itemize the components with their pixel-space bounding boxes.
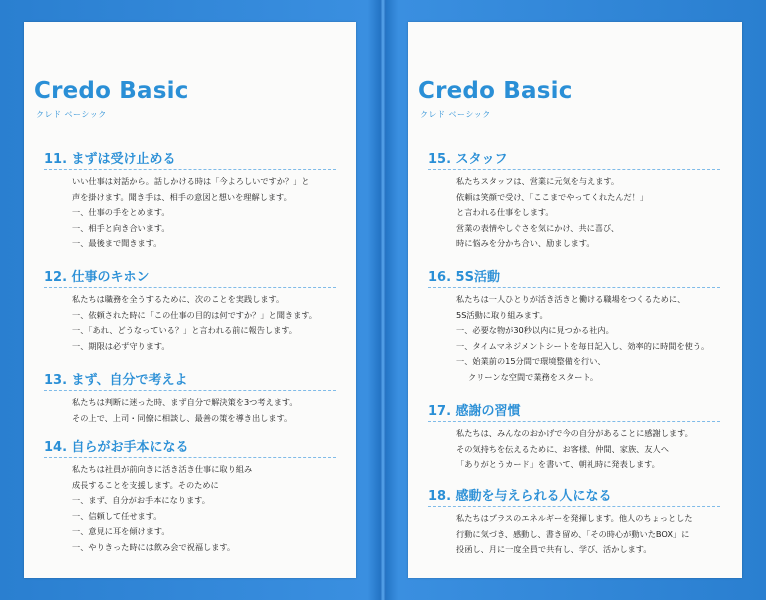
section-heading: 12. 仕事のキホン <box>44 266 336 288</box>
section-line: 一、相手と向き合います。 <box>72 222 170 233</box>
section-line: 時に悩みを分かち合い、励まします。 <box>456 238 595 249</box>
page-title: Credo Basic <box>418 78 573 104</box>
section-line: 私たちは、みんなのおかげで今の自分があることに感謝します。 <box>456 428 693 438</box>
section-line: 依頼は笑顔で受け、「ここまでやってくれたんだ！」 <box>456 191 649 202</box>
section-line: 一、始業前の15分間で環境整備を行い、 <box>456 356 606 367</box>
section-heading: 18. 感動を与えられる人になる <box>428 485 720 507</box>
section-heading: 17. 感謝の習慣 <box>428 400 720 422</box>
section-line: 一、信頼して任せます。 <box>72 510 162 521</box>
section-heading: 15. スタッフ <box>428 148 720 170</box>
section-line: 声を掛けます。聞き手は、相手の意図と想いを理解します。 <box>72 191 292 202</box>
section-line: 一、必要な物が30秒以内に見つかる社内。 <box>456 325 614 336</box>
section-line: と言われる仕事をします。 <box>456 207 554 218</box>
section-line: 5S活動に取り組みます。 <box>456 309 548 320</box>
credo-section-14 <box>44 436 336 556</box>
section-line: 一、最後まで聞きます。 <box>72 238 162 249</box>
credo-section-18 <box>428 485 720 558</box>
section-line: 「ありがとうカード」を書いて、朝礼時に発表します。 <box>456 459 660 470</box>
section-line: 私たちスタッフは、営業に元気を与えます。 <box>456 176 620 186</box>
page-subtitle: クレド ベーシック <box>420 110 491 119</box>
section-line: 一、依頼された時に「この仕事の目的は何ですか？」と聞きます。 <box>72 309 317 320</box>
section-line: 私たちは一人ひとりが活き活きと働ける職場をつくるために、 <box>456 294 686 304</box>
section-line: 一、まず、自分がお手本になります。 <box>72 495 210 506</box>
section-line: 一、仕事の手をとめます。 <box>72 207 170 218</box>
right-page <box>408 22 742 578</box>
booklet-gutter <box>380 0 386 600</box>
section-line: 成長することを支援します。そのために <box>72 479 219 490</box>
section-heading: 16. 5S活動 <box>428 266 720 288</box>
credo-section-17 <box>428 400 720 473</box>
section-line: その上で、上司・同僚に相談し、最善の策を導き出します。 <box>72 412 293 423</box>
section-line: 営業の表情やしぐさを気にかけ、共に喜び、 <box>456 222 620 233</box>
section-heading: 13. まず、自分で考えよ <box>44 369 336 391</box>
section-line: 一、タイムマネジメントシートを毎日記入し、効率的に時間を使う。 <box>456 340 710 351</box>
section-line: 行動に気づき、感動し、書き留め、「その時心が動いたBOX」に <box>456 528 690 539</box>
section-heading: 14. 自らがお手本になる <box>44 436 336 458</box>
section-heading: 11. まずは受け止める <box>44 148 336 170</box>
section-line: 一、期限は必ず守ります。 <box>72 340 170 351</box>
credo-section-12 <box>44 266 336 354</box>
credo-section-16 <box>428 266 720 386</box>
section-line: クリーンな空間で業務をスタート。 <box>468 371 599 382</box>
section-line: 私たちは職務を全うするために、次のことを実践します。 <box>72 294 285 304</box>
section-line: 私たちは社員が前向きに活き活き仕事に取り組み <box>72 464 253 474</box>
page-subtitle: クレド ベーシック <box>36 110 107 119</box>
section-line: 私たちはプラスのエネルギーを発揮します。他人のちょっとした <box>456 513 693 523</box>
section-line: 投函し、月に一度全員で共有し、学び、活かします。 <box>456 544 652 555</box>
credo-section-11 <box>44 148 336 252</box>
page-title: Credo Basic <box>34 78 189 104</box>
section-line: 一、やりきった時には飲み会で祝福します。 <box>72 541 236 552</box>
section-line: 一、「あれ、どうなっている？」と言われる前に報告します。 <box>72 325 297 336</box>
section-line: 私たちは判断に迷った時、まず自分で解決策を3つ考えます。 <box>72 397 298 407</box>
credo-section-15 <box>428 148 720 252</box>
left-page <box>24 22 356 578</box>
section-line: 一、意見に耳を傾けます。 <box>72 526 170 537</box>
section-line: その気持ちを伝えるために、お客様、仲間、家族、友人へ <box>456 443 669 454</box>
credo-section-13 <box>44 369 336 426</box>
section-line: いい仕事は対話から。話しかける時は「今よろしいですか？」と <box>72 176 310 186</box>
